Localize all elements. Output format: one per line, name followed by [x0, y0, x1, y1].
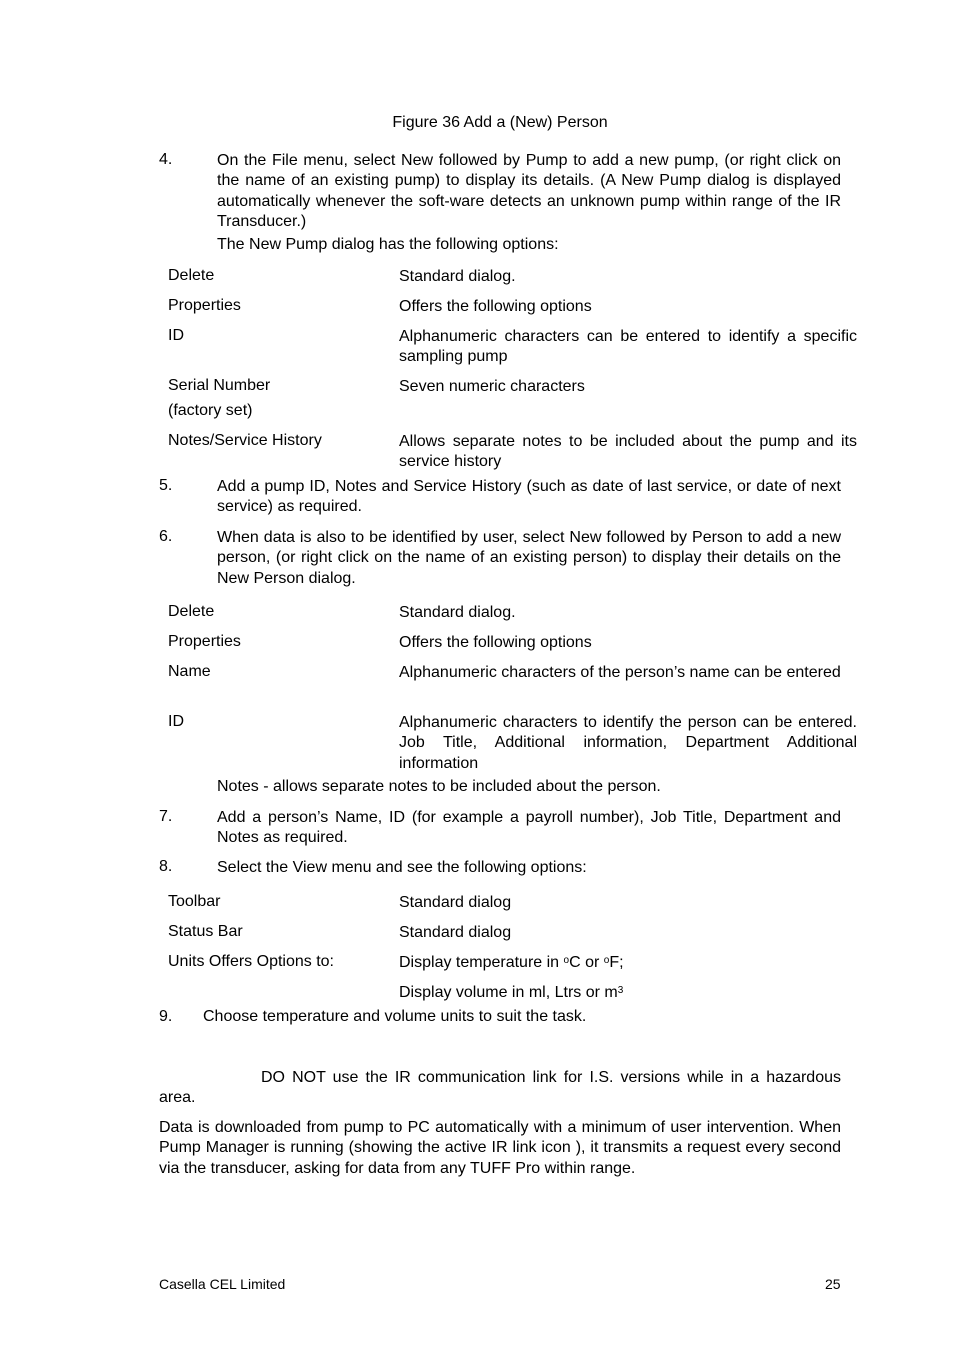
- option-term: Status Bar: [168, 923, 243, 940]
- step-number: 7.: [159, 808, 173, 825]
- option-desc: Standard dialog: [399, 894, 512, 911]
- step-number: 8.: [159, 858, 173, 875]
- warning-text: DO NOT use the IR communication link for I.S. versions while in a hazardous area.: [159, 1069, 841, 1107]
- option-desc: Standard dialog: [399, 924, 512, 941]
- option-desc: Offers the following options: [399, 634, 592, 651]
- option-term: Delete: [168, 267, 215, 284]
- step-subtext: The New Pump dialog has the following options:: [217, 236, 559, 253]
- desc-part: Display temperature in: [399, 954, 564, 971]
- step-text: On the File menu, select New followed by Pump to add a new pump, (or right click on the name of an existing pump) to display its details. (A New Pump dialog is displayed automatically whenever the soft-ware detects an unknown pump within range of the IR Transducer.): [217, 152, 841, 230]
- option-desc: Alphanumeric characters of the person’s name can be entered: [399, 664, 841, 681]
- step-text: Choose temperature and volume units to suit the task.: [203, 1008, 587, 1025]
- page-number: 25: [825, 1276, 841, 1292]
- desc-part: C or: [569, 954, 604, 971]
- step-text: When data is also to be identified by user, select New followed by Person to add a new person, (or right click on the name of an existing person) to display their details on the New Person dialog.: [217, 529, 841, 587]
- step-text: Select the View menu and see the following options:: [217, 859, 587, 876]
- desc-part: F;: [609, 954, 624, 971]
- option-desc: Alphanumeric characters can be entered to identify a specific sampling pump: [399, 328, 857, 366]
- option-desc: Alphanumeric characters to identify the person can be entered. Job Title, Additional information, Department Additional information: [399, 714, 857, 772]
- option-desc: Standard dialog.: [399, 604, 516, 621]
- step-number: 5.: [159, 477, 173, 494]
- option-desc: Offers the following options: [399, 298, 592, 315]
- degree-sup: o: [563, 955, 570, 966]
- option-term: Toolbar: [168, 893, 221, 910]
- body-paragraph: Data is downloaded from pump to PC automatically with a minimum of user intervention. When Pump Manager is running (showing the active IR link icon ), it transmits a request every second via the transducer, asking for data from any TUFF Pro within range.: [159, 1119, 841, 1177]
- option-desc: Standard dialog.: [399, 268, 516, 285]
- step-text: Add a person’s Name, ID (for example a payroll number), Job Title, Department and Notes as required.: [217, 809, 841, 847]
- option-desc: Allows separate notes to be included about the pump and its service history: [399, 433, 857, 471]
- option-term: Delete: [168, 603, 215, 620]
- option-term: Name: [168, 663, 211, 680]
- option-desc: Seven numeric characters: [399, 378, 585, 395]
- step-text: Add a pump ID, Notes and Service History (such as date of last service, or date of next service) as required.: [217, 478, 841, 516]
- option-desc-temperature: [399, 953, 857, 973]
- desc-part: Display volume in ml, Ltrs or m: [399, 984, 618, 1001]
- option-desc-volume: [399, 983, 857, 1003]
- step-number: 6.: [159, 528, 173, 545]
- degree-sup: o: [603, 955, 610, 966]
- step-number: 9.: [159, 1008, 173, 1025]
- option-term: Properties: [168, 297, 241, 314]
- footer-company: Casella CEL Limited: [159, 1276, 286, 1292]
- option-term-note: (factory set): [168, 402, 253, 419]
- notes-line: Notes - allows separate notes to be included about the person.: [217, 778, 661, 795]
- figure-caption: Figure 36 Add a (New) Person: [392, 114, 608, 131]
- option-term: ID: [168, 327, 184, 344]
- option-term: Notes/Service History: [168, 432, 322, 449]
- option-term: Serial Number: [168, 377, 271, 394]
- step-number: 4.: [159, 151, 173, 168]
- cubic-sup: 3: [617, 985, 624, 996]
- option-term: Properties: [168, 633, 241, 650]
- option-term: Units Offers Options to:: [168, 953, 334, 970]
- option-term: ID: [168, 713, 184, 730]
